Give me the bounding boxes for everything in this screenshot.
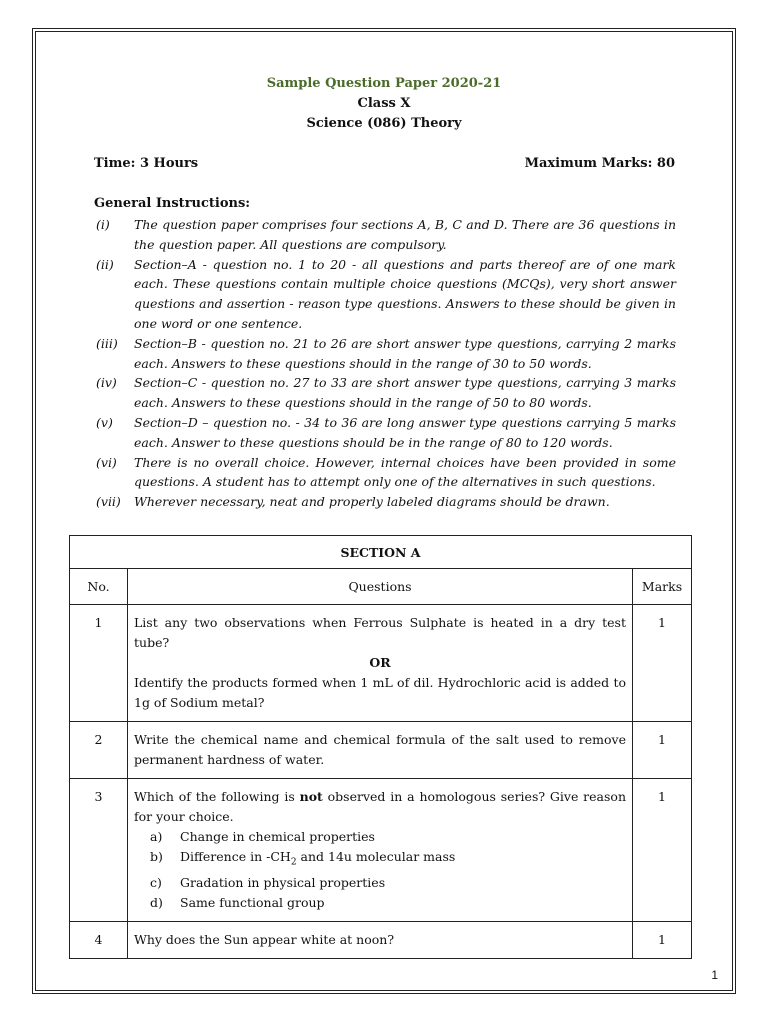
instruction-item bbox=[94, 255, 676, 334]
option-text-post: and 14u molecular mass bbox=[296, 849, 456, 864]
page-number: 1 bbox=[711, 968, 718, 982]
class-label: Class X bbox=[357, 96, 411, 111]
option-a bbox=[134, 827, 626, 847]
option-d bbox=[134, 893, 626, 913]
question-marks: 1 bbox=[633, 779, 692, 922]
option-label: b) bbox=[150, 849, 163, 864]
question-part: List any two observations when Ferrous Sulphate is heated in a dry test tube? bbox=[134, 615, 626, 650]
instruction-item bbox=[94, 453, 676, 493]
instruction-number: (i) bbox=[96, 217, 110, 232]
option-b bbox=[134, 847, 626, 873]
question-marks: 1 bbox=[633, 605, 692, 722]
question-text: Write the chemical name and chemical formula of the salt used to remove permanent hardness of water. bbox=[128, 722, 633, 779]
subject-label: Science (086) Theory bbox=[306, 116, 462, 131]
question-stem-emphasis: not bbox=[299, 789, 323, 804]
instruction-item bbox=[94, 413, 676, 453]
instruction-item bbox=[94, 215, 676, 255]
question-part: Identify the products formed when 1 mL of dil. Hydrochloric acid is added to 1g of Sodium metal? bbox=[134, 675, 626, 710]
instruction-text: The question paper comprises four sections A, B, C and D. There are 36 questions in the question paper. All questions are compulsory. bbox=[134, 217, 676, 252]
option-label: c) bbox=[150, 874, 162, 890]
instruction-number: (vi) bbox=[96, 454, 117, 470]
column-header-questions: Questions bbox=[128, 569, 633, 605]
question-marks: 1 bbox=[633, 722, 692, 779]
question-stem-post: observed in a homologous series? Give reason for your choice. bbox=[134, 789, 626, 824]
question-number: 2 bbox=[70, 722, 128, 779]
questions-table bbox=[69, 535, 692, 959]
question-marks: 1 bbox=[633, 921, 692, 958]
question-text bbox=[128, 779, 633, 922]
section-title: SECTION A bbox=[70, 536, 692, 569]
instruction-number: (iv) bbox=[96, 375, 117, 391]
instructions-list bbox=[94, 215, 676, 512]
option-subscript: 2 bbox=[290, 857, 297, 868]
question-text bbox=[128, 605, 633, 722]
instruction-item bbox=[94, 373, 676, 413]
instruction-text: Section–C - question no. 27 to 33 are short answer type questions, carrying 3 marks each. Answers to these questions should in the range of 50 to 80 words. bbox=[134, 375, 676, 411]
option-label: d) bbox=[150, 894, 163, 910]
option-text: Same functional group bbox=[180, 894, 325, 910]
time-label: Time: 3 Hours bbox=[94, 156, 199, 171]
paper-title: Sample Question Paper 2020-21 bbox=[266, 76, 502, 91]
instruction-text: Section–A - question no. 1 to 20 - all questions and parts thereof are of one mark each. These questions contain multiple choice questions (MCQs), very short answer questions and assertion - reason type questions. Answers to these should be given in one word or one sentence. bbox=[134, 256, 676, 331]
column-header-marks: Marks bbox=[633, 569, 692, 605]
option-text: Gradation in physical properties bbox=[180, 874, 386, 890]
option-text: Change in chemical properties bbox=[180, 829, 375, 844]
instruction-item bbox=[94, 334, 676, 374]
option-text-pre: Difference in -CH bbox=[180, 849, 291, 864]
option-text bbox=[180, 847, 455, 873]
option-label: a) bbox=[150, 829, 163, 844]
instruction-number: (v) bbox=[96, 414, 113, 430]
instruction-text: There is no overall choice. However, internal choices have been provided in some questions. A student has to attempt only one of the alternatives in such questions. bbox=[134, 454, 676, 490]
column-header-row bbox=[70, 569, 692, 605]
question-stem bbox=[134, 787, 626, 827]
table-row bbox=[70, 722, 692, 779]
section-header-row bbox=[70, 536, 692, 569]
table-row bbox=[70, 921, 692, 958]
instruction-text: Section–B - question no. 21 to 26 are short answer type questions, carrying 2 marks each. Answers to these questions should in the range of 30 to 50 words. bbox=[134, 335, 676, 371]
instruction-item bbox=[94, 492, 676, 512]
instruction-text: Section–D – question no. - 34 to 36 are long answer type questions carrying 5 marks each. Answer to these questions should be in the range of 80 to 120 words. bbox=[134, 414, 676, 450]
question-number: 3 bbox=[70, 779, 128, 922]
table-row bbox=[70, 605, 692, 722]
option-c bbox=[134, 873, 626, 893]
question-stem-pre: Which of the following is bbox=[134, 789, 300, 804]
instruction-number: (vii) bbox=[96, 494, 121, 510]
column-header-no: No. bbox=[70, 569, 128, 605]
instruction-number: (ii) bbox=[96, 256, 114, 272]
or-separator: OR bbox=[369, 655, 391, 670]
question-number: 1 bbox=[70, 605, 128, 722]
instruction-text: Wherever necessary, neat and properly labeled diagrams should be drawn. bbox=[134, 494, 610, 510]
max-marks-label: Maximum Marks: 80 bbox=[524, 156, 675, 171]
table-row bbox=[70, 779, 692, 922]
instructions-title: General Instructions: bbox=[94, 196, 251, 211]
question-number: 4 bbox=[70, 921, 128, 958]
instruction-number: (iii) bbox=[96, 335, 118, 351]
question-text: Why does the Sun appear white at noon? bbox=[128, 921, 633, 958]
